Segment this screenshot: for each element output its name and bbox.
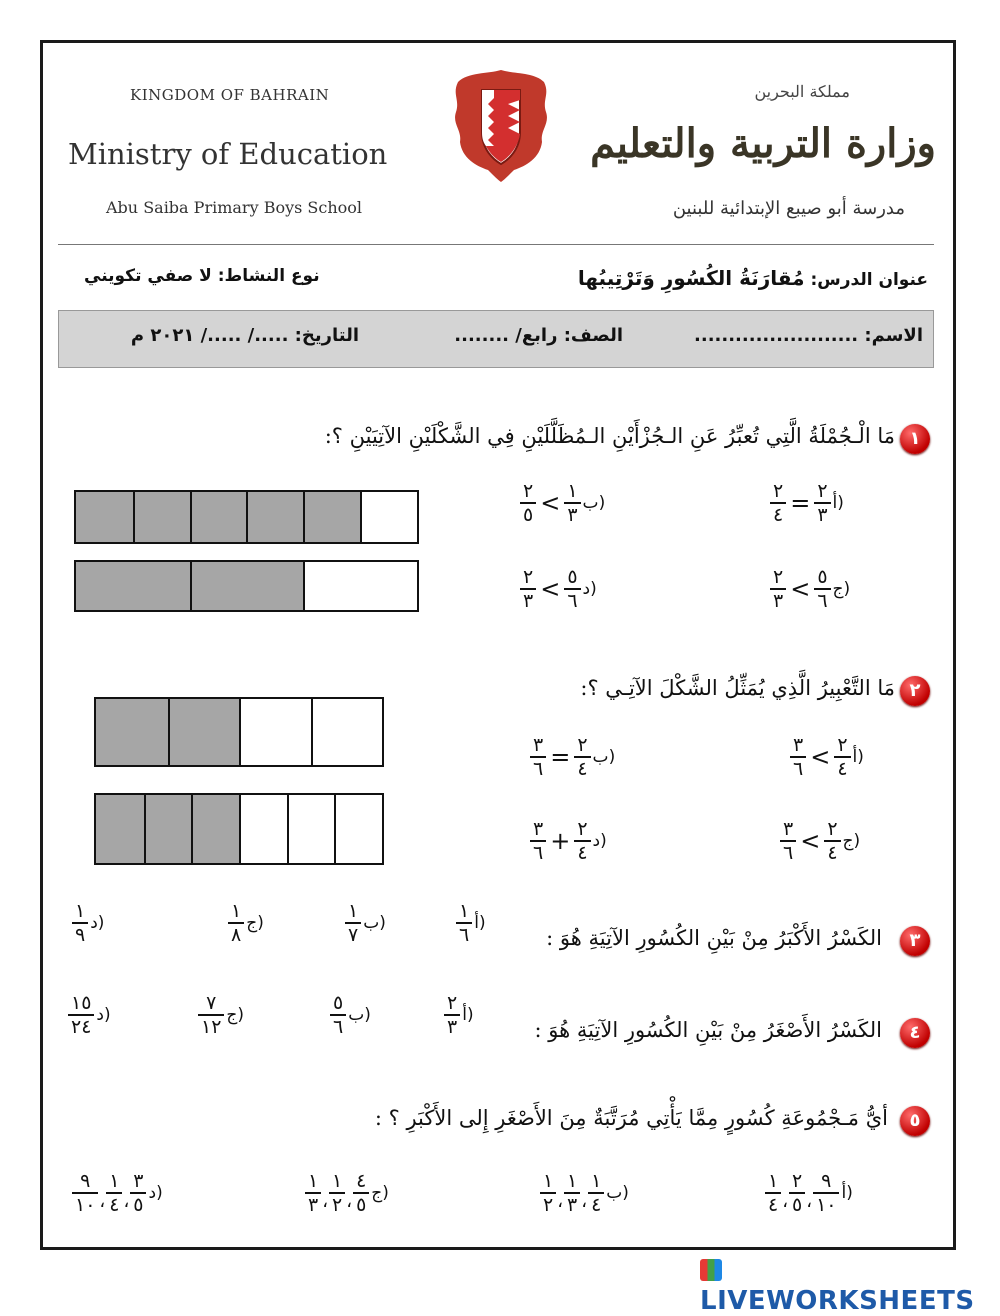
unshaded-part	[303, 562, 417, 610]
denominator: ٤	[574, 756, 590, 780]
unshaded-part	[311, 699, 383, 765]
separator: ،	[581, 1191, 588, 1212]
shaded-part	[133, 492, 190, 542]
option-label: د)	[148, 1183, 163, 1203]
denominator: ٢	[540, 1192, 556, 1216]
denominator: ٦	[530, 756, 546, 780]
question-1-text: مَا الْـجُمْلَةُ الَّتِي تُعبِّرُ عَنِ الـجُزْأَيْنِ الـمُظَلَّلَيْنِ فِي الشَّكْلَيْنِ الآتِيَيْنِ ؟:	[324, 424, 895, 448]
numerator: ٣	[793, 734, 804, 756]
separator: ،	[99, 1191, 106, 1212]
fraction	[770, 566, 786, 612]
numerator: ١	[543, 1170, 554, 1192]
date-field[interactable]: التاريخ: ...../ ...../ ٢٠٢١ م	[130, 325, 359, 346]
fraction	[814, 566, 830, 612]
denominator: ٢٤	[68, 1014, 94, 1038]
denominator: ٥	[130, 1192, 146, 1216]
fraction-bar	[94, 793, 384, 865]
numerator: ٩	[80, 1170, 91, 1192]
question-number-badge: ٤	[900, 1018, 930, 1048]
shaded-part	[144, 795, 192, 863]
fraction-bar	[74, 560, 419, 612]
denominator: ٥	[789, 1192, 805, 1216]
question-4-text: الكَسْرُ الأَصْغَرُ مِنْ بَيْنِ الكُسُورِ الآتِيَةِ هُوَ :	[534, 1018, 882, 1042]
denominator: ٦	[456, 922, 472, 946]
comparison-operator: <	[540, 575, 561, 603]
denominator: ٣	[305, 1192, 321, 1216]
fraction	[530, 734, 546, 780]
denominator: ٣	[814, 502, 830, 526]
separator: ،	[123, 1191, 130, 1212]
question-2-text: مَا التَّعْبِيرُ الَّذِي يُمَثِّلُ الشَّكْلَ الآتِـي ؟:	[580, 676, 895, 700]
separator: ،	[322, 1191, 329, 1212]
option-c[interactable]	[770, 566, 850, 612]
option-label: ب)	[606, 1183, 629, 1203]
option-d[interactable]	[72, 1170, 163, 1216]
numerator: ١	[567, 1170, 578, 1192]
fraction-bar	[74, 490, 419, 544]
option-label: أ)	[841, 1183, 853, 1203]
numerator: ١	[567, 480, 578, 502]
question-number-badge: ٥	[900, 1106, 930, 1136]
option-label: ب)	[348, 1005, 371, 1025]
fraction	[228, 900, 244, 946]
school-ar: مدرسة أبو صيبع الإبتدائية للبنين	[672, 198, 905, 219]
denominator: ٥	[520, 502, 536, 526]
fraction	[305, 1170, 321, 1216]
fraction	[770, 480, 786, 526]
numerator: ٥	[567, 566, 578, 588]
shaded-part	[190, 562, 304, 610]
numerator: ٢	[523, 480, 534, 502]
numerator: ٢	[792, 1170, 803, 1192]
question-3-text: الكَسْرُ الأَكْبَرُ مِنْ بَيْنِ الكُسُورِ الآتِيَةِ هُوَ :	[546, 926, 882, 950]
fraction	[520, 566, 536, 612]
shaded-part	[191, 795, 239, 863]
option-label: ج)	[842, 831, 861, 851]
unshaded-part	[334, 795, 382, 863]
numerator: ١	[332, 1170, 343, 1192]
numerator: ٤	[356, 1170, 367, 1192]
grade-field[interactable]: الصف: رابع/ ........	[454, 325, 623, 346]
header-divider	[58, 244, 934, 245]
denominator: ٣	[444, 1014, 460, 1038]
option-b[interactable]	[520, 480, 605, 526]
option-label: ب)	[592, 747, 616, 767]
fraction	[198, 992, 224, 1038]
separator: ،	[346, 1191, 353, 1212]
numerator: ١٥	[71, 992, 92, 1014]
shaded-part	[76, 562, 190, 610]
option-a[interactable]	[765, 1170, 853, 1216]
fraction	[834, 734, 850, 780]
unshaded-part	[239, 699, 311, 765]
fraction	[814, 480, 830, 526]
comparison-operator: <	[800, 827, 821, 855]
numerator: ٣	[133, 1170, 144, 1192]
fraction	[564, 566, 580, 612]
option-b[interactable]	[330, 992, 371, 1038]
shaded-part	[246, 492, 303, 542]
fraction	[588, 1170, 604, 1216]
fraction	[824, 818, 840, 864]
activity-label: نوع النشاط:	[217, 266, 320, 286]
option-label: د)	[96, 1005, 111, 1025]
separator: ،	[782, 1191, 789, 1212]
denominator: ٧	[345, 922, 361, 946]
question-5-text: أيُّ مَـجْمُوعَةِ كُسُورٍ مِمَّا يَأْتِي مُرَتَّبَةٌ مِنَ الأَصْغَرِ إِلى الأَكْبَرِ ؟ :	[374, 1106, 888, 1130]
option-label: ج)	[226, 1005, 245, 1025]
fraction	[813, 1170, 839, 1216]
lesson-title-value: مُقارَنَةُ الكُسُورِ وَتَرْتِيبُها	[577, 266, 805, 290]
numerator: ٣	[533, 818, 544, 840]
denominator: ٤	[824, 840, 840, 864]
denominator: ٥	[353, 1192, 369, 1216]
option-label: ج)	[246, 913, 264, 933]
fraction	[574, 818, 590, 864]
shaded-part	[96, 795, 144, 863]
numerator: ١	[75, 900, 86, 922]
denominator: ٦	[530, 840, 546, 864]
numerator: ٢	[447, 992, 458, 1014]
denominator: ٤	[588, 1192, 604, 1216]
numerator: ٢	[523, 566, 534, 588]
numerator: ٣	[783, 818, 794, 840]
fraction	[780, 818, 796, 864]
denominator: ٣	[564, 1192, 580, 1216]
bahrain-emblem-icon	[448, 66, 554, 188]
shaded-part	[303, 492, 360, 542]
option-label: ج)	[371, 1183, 389, 1203]
shaded-part	[168, 699, 240, 765]
option-c[interactable]	[228, 900, 264, 946]
numerator: ٢	[577, 818, 588, 840]
option-label: ب)	[363, 913, 386, 933]
option-c[interactable]	[780, 818, 860, 864]
kingdom-ar: مملكة البحرين	[754, 82, 850, 101]
question-number-badge: ٣	[900, 926, 930, 956]
fraction	[444, 992, 460, 1038]
fraction	[329, 1170, 345, 1216]
numerator: ١	[459, 900, 470, 922]
liveworksheets-icon	[700, 1259, 722, 1281]
fraction	[456, 900, 472, 946]
option-a[interactable]	[790, 734, 864, 780]
denominator: ٦	[814, 588, 830, 612]
option-c[interactable]	[198, 992, 244, 1038]
denominator: ١٢	[198, 1014, 224, 1038]
denominator: ٩	[72, 922, 88, 946]
student-info-bar	[58, 310, 934, 368]
fraction	[353, 1170, 369, 1216]
option-c[interactable]	[305, 1170, 389, 1216]
numerator: ٢	[827, 818, 838, 840]
numerator: ٧	[206, 992, 217, 1014]
denominator: ٦	[330, 1014, 346, 1038]
denominator: ٤	[574, 840, 590, 864]
fraction	[540, 1170, 556, 1216]
fraction	[106, 1170, 122, 1216]
numerator: ١	[768, 1170, 779, 1192]
ministry-en: Ministry of Education	[68, 137, 388, 171]
numerator: ٢	[837, 734, 848, 756]
option-b[interactable]	[530, 734, 615, 780]
numerator: ٩	[821, 1170, 832, 1192]
fraction	[520, 480, 536, 526]
fraction	[789, 1170, 805, 1216]
option-d[interactable]	[520, 566, 597, 612]
numerator: ١	[591, 1170, 602, 1192]
denominator: ٤	[834, 756, 850, 780]
activity-value: لا صفي تكويني	[84, 266, 212, 286]
comparison-operator: +	[550, 827, 571, 855]
numerator: ٥	[817, 566, 828, 588]
fraction	[530, 818, 546, 864]
option-label: ج)	[832, 579, 851, 599]
comparison-operator: <	[790, 575, 811, 603]
shaded-part	[76, 492, 133, 542]
option-label: د)	[90, 913, 105, 933]
option-label: أ)	[832, 493, 844, 513]
lesson-title-label: عنوان الدرس:	[810, 270, 928, 290]
denominator: ٣	[770, 588, 786, 612]
denominator: ٨	[228, 922, 244, 946]
option-label: د)	[582, 579, 597, 599]
numerator: ٢	[773, 480, 784, 502]
comparison-operator: =	[790, 489, 811, 517]
comparison-operator: <	[810, 743, 831, 771]
numerator: ٢	[817, 480, 828, 502]
option-label: أ)	[852, 747, 864, 767]
option-a[interactable]	[456, 900, 486, 946]
footer-brand: LIVEWORKSHEETS	[700, 1286, 975, 1316]
lesson-title	[578, 266, 928, 290]
fraction	[72, 900, 88, 946]
numerator: ٣	[533, 734, 544, 756]
denominator: ٤	[770, 502, 786, 526]
fraction	[68, 992, 94, 1038]
option-label: أ)	[474, 913, 486, 933]
comparison-operator: <	[540, 489, 561, 517]
ministry-ar: وزارة التربية والتعليم	[590, 120, 936, 167]
denominator: ١٠	[813, 1192, 839, 1216]
fraction	[564, 1170, 580, 1216]
denominator: ٦	[564, 588, 580, 612]
option-b[interactable]	[345, 900, 386, 946]
question-number-badge: ١	[900, 424, 930, 454]
worksheet-frame	[40, 40, 956, 1250]
comparison-operator: =	[550, 743, 571, 771]
question-number-badge: ٢	[900, 676, 930, 706]
shaded-part	[96, 699, 168, 765]
denominator: ١٠	[72, 1192, 98, 1216]
liveworksheets-logo	[700, 1256, 1000, 1316]
fraction	[790, 734, 806, 780]
numerator: ١	[348, 900, 359, 922]
option-a[interactable]	[444, 992, 474, 1038]
denominator: ٤	[106, 1192, 122, 1216]
school-en: Abu Saiba Primary Boys School	[106, 198, 363, 217]
activity-type	[84, 266, 320, 286]
fraction	[330, 992, 346, 1038]
fraction	[130, 1170, 146, 1216]
option-label: د)	[592, 831, 607, 851]
name-field[interactable]: الاسم: ........................	[694, 325, 923, 346]
denominator: ٣	[564, 502, 580, 526]
numerator: ١	[231, 900, 242, 922]
fraction	[72, 1170, 98, 1216]
fraction	[574, 734, 590, 780]
separator: ،	[557, 1191, 564, 1212]
denominator: ٣	[520, 588, 536, 612]
unshaded-part	[287, 795, 335, 863]
fraction	[345, 900, 361, 946]
denominator: ٢	[329, 1192, 345, 1216]
denominator: ٦	[790, 756, 806, 780]
denominator: ٦	[780, 840, 796, 864]
denominator: ٤	[765, 1192, 781, 1216]
fraction	[765, 1170, 781, 1216]
numerator: ٢	[577, 734, 588, 756]
option-label: أ)	[462, 1005, 474, 1025]
kingdom-en: KINGDOM OF BAHRAIN	[130, 86, 330, 104]
numerator: ٢	[773, 566, 784, 588]
option-d[interactable]	[72, 900, 104, 946]
numerator: ٥	[333, 992, 344, 1014]
unshaded-part	[239, 795, 287, 863]
numerator: ١	[109, 1170, 120, 1192]
option-d[interactable]	[530, 818, 607, 864]
fraction-bar	[94, 697, 384, 767]
option-b[interactable]	[540, 1170, 629, 1216]
option-d[interactable]	[68, 992, 111, 1038]
numerator: ١	[308, 1170, 319, 1192]
separator: ،	[806, 1191, 813, 1212]
option-a[interactable]	[770, 480, 844, 526]
unshaded-part	[360, 492, 417, 542]
option-label: ب)	[582, 493, 606, 513]
shaded-part	[190, 492, 247, 542]
fraction	[564, 480, 580, 526]
